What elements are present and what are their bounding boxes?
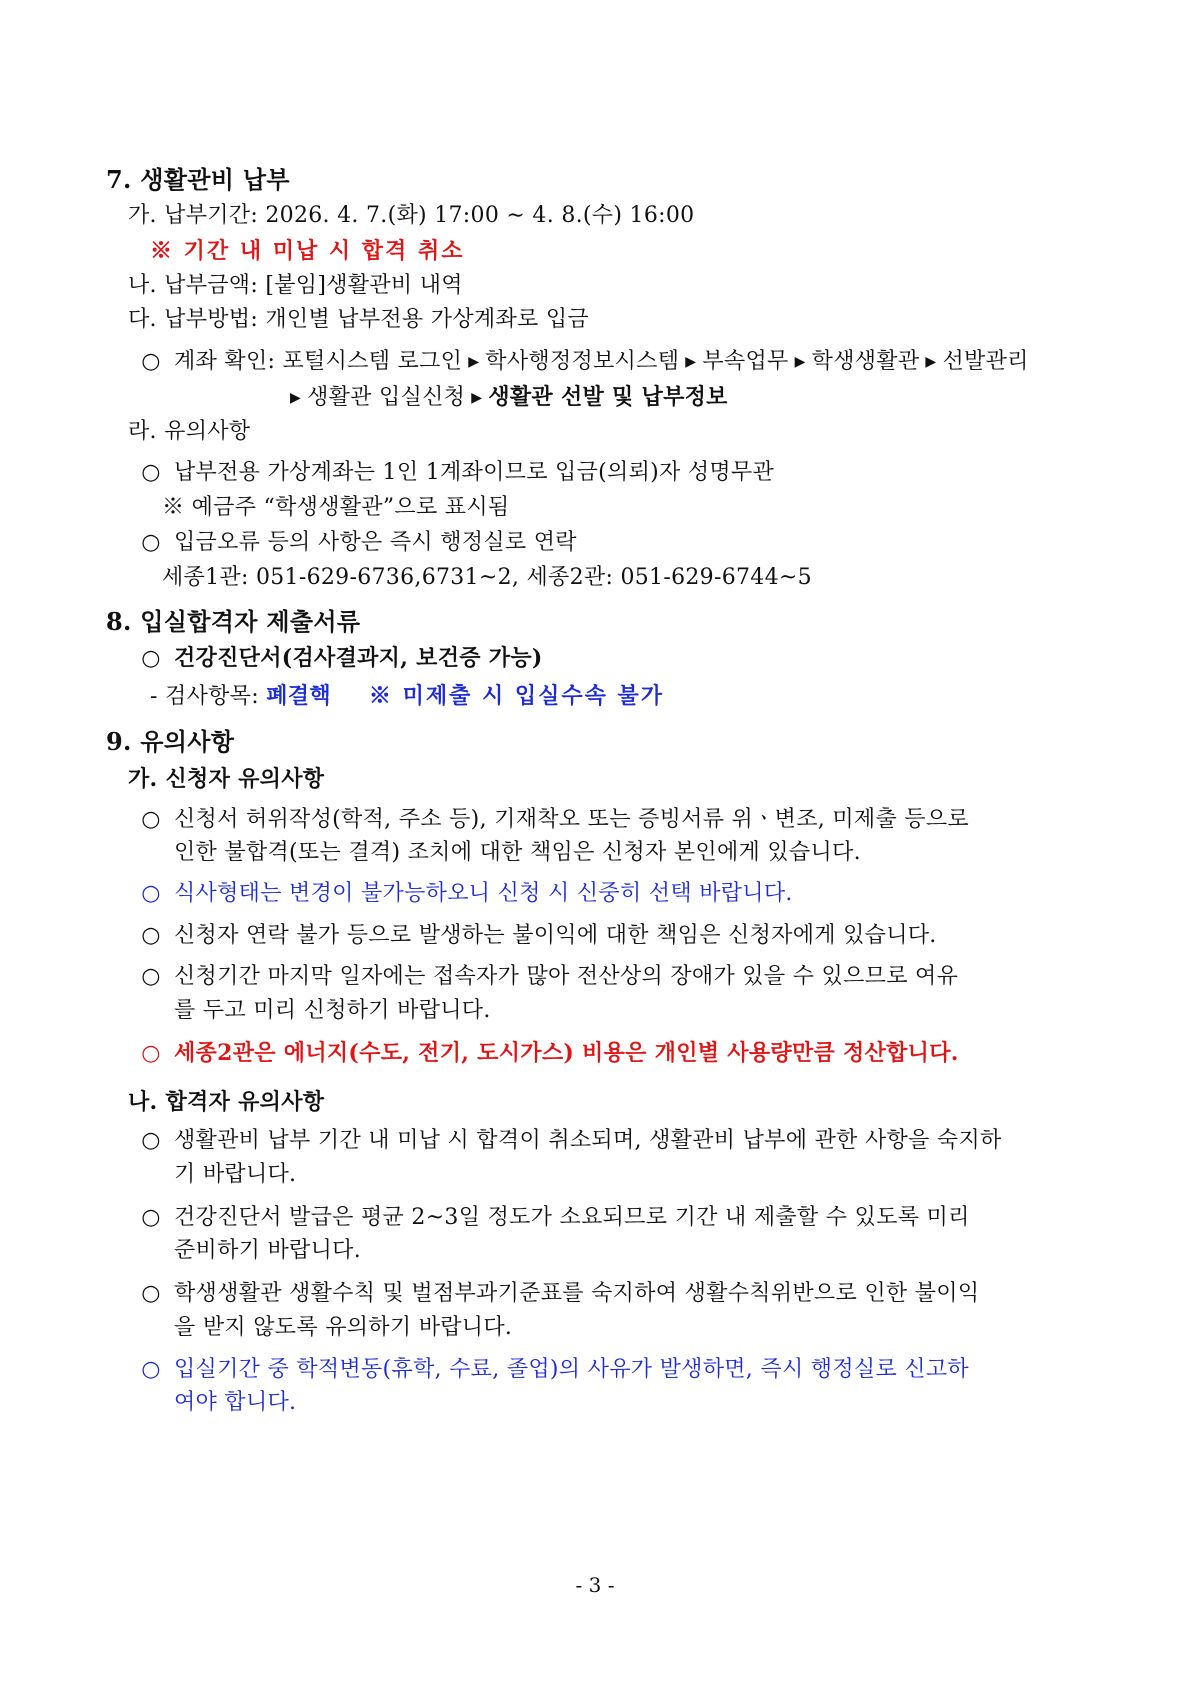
- circle-bullet-icon: ○: [141, 807, 161, 832]
- path-prefix: 계좌 확인: 포털시스템 로그인: [174, 349, 463, 374]
- account-check-path-line2: [284, 382, 728, 413]
- circle-bullet-icon: ○: [141, 1357, 161, 1382]
- test-item-value: 폐결핵: [266, 683, 331, 709]
- triangle-right-icon: ▶: [471, 390, 483, 406]
- page-number: - 3 -: [575, 1573, 615, 1597]
- account-check-path-line1: [140, 347, 1029, 377]
- circle-bullet-icon: ○: [141, 530, 161, 555]
- payment-period: 가. 납부기간: 2026. 4. 7.(화) 17:00 ∼ 4. 8.(수) 16:00: [128, 203, 695, 228]
- triangle-right-icon: ▶: [925, 354, 937, 370]
- accepted-note-4-line1: 입실기간 중 학적변동(휴학, 수료, 졸업)의 사유가 발생하면, 즉시 행정실로 신고하: [174, 1357, 969, 1382]
- accepted-note-3-line2: 을 받지 않도록 유의하기 바랍니다.: [174, 1315, 513, 1340]
- test-item-warning: ※ 미제출 시 입실수속 불가: [368, 683, 665, 709]
- applicant-note-4: [140, 962, 958, 992]
- accepted-notes-label: 나. 합격자 유의사항: [128, 1089, 325, 1115]
- applicant-note-1: [140, 805, 969, 835]
- section-7-heading: 7. 생활관비 납부: [106, 165, 290, 194]
- note-account-holder: ※ 예금주 “학생생활관”으로 표시됨: [162, 495, 510, 520]
- notes-label: 라. 유의사항: [128, 419, 251, 444]
- payment-period-warning: ※ 기간 내 미납 시 합격 취소: [150, 238, 465, 264]
- accepted-note-2-line1: 건강진단서 발급은 평균 2~3일 정도가 소요되므로 기간 내 제출할 수 있도록 미리: [174, 1205, 970, 1230]
- circle-bullet-icon: ○: [141, 646, 161, 671]
- accepted-note-1-line2: 기 바랍니다.: [174, 1162, 297, 1187]
- path-step-6: 생활관 선발 및 납부정보: [488, 384, 728, 410]
- applicant-notes-label: 가. 신청자 유의사항: [128, 766, 325, 792]
- circle-bullet-icon: ○: [141, 923, 161, 948]
- section-8-heading: 8. 입실합격자 제출서류: [106, 607, 361, 636]
- circle-bullet-icon: ○: [141, 1281, 161, 1306]
- circle-bullet-icon: ○: [141, 1205, 161, 1230]
- accepted-note-1: [140, 1126, 1002, 1156]
- triangle-right-icon: ▶: [468, 354, 480, 370]
- health-certificate-text: 건강진단서(검사결과지, 보건증 가능): [174, 645, 543, 671]
- applicant-note-4-line1: 신청기간 마지막 일자에는 접속자가 많아 전산상의 장애가 있을 수 있으므로 여유: [174, 964, 959, 989]
- payment-method: 다. 납부방법: 개인별 납부전용 가상계좌로 입금: [128, 307, 589, 332]
- path-step-1: 학사행정정보시스템: [485, 349, 680, 374]
- circle-bullet-icon: ○: [141, 964, 161, 989]
- applicant-note-3-text: 신청자 연락 불가 등으로 발생하는 불이익에 대한 책임은 신청자에게 있습니다.: [174, 923, 937, 948]
- note-virtual-account-text: 납부전용 가상계좌는 1인 1계좌이므로 입금(의뢰)자 성명무관: [174, 460, 775, 485]
- accepted-note-1-line1: 생활관비 납부 기간 내 미납 시 합격이 취소되며, 생활관비 납부에 관한 사항을 숙지하: [174, 1128, 1002, 1153]
- accepted-note-4: [140, 1355, 969, 1385]
- path-step-3: 학생생활관: [811, 349, 920, 374]
- section-9-heading: 9. 유의사항: [106, 727, 235, 756]
- circle-bullet-icon: ○: [141, 460, 161, 485]
- applicant-note-1-line2: 인한 불합격(또는 결격) 조치에 대한 책임은 신청자 본인에게 있습니다.: [174, 840, 861, 865]
- applicant-note-4-line2: 를 두고 미리 신청하기 바랍니다.: [174, 998, 491, 1023]
- accepted-note-3: [140, 1279, 979, 1309]
- payment-amount: 나. 납부금액: [붙임]생활관비 내역: [128, 273, 463, 298]
- circle-bullet-icon: ○: [141, 1128, 161, 1153]
- note-deposit-error: [140, 528, 577, 558]
- path-step-5: 생활관 입실신청: [307, 385, 466, 410]
- applicant-note-5-text: 세종2관은 에너지(수도, 전기, 도시가스) 비용은 개인별 사용량만큼 정산합니다.: [174, 1040, 959, 1066]
- accepted-note-2-line2: 준비하기 바랍니다.: [174, 1238, 362, 1263]
- test-items-label: - 검사항목:: [150, 684, 267, 709]
- note-deposit-error-text: 입금오류 등의 사항은 즉시 행정실로 연락: [174, 530, 577, 555]
- applicant-note-3: [140, 921, 937, 951]
- circle-bullet-icon: ○: [141, 1040, 161, 1066]
- office-phone-numbers: 세종1관: 051-629-6736,6731~2, 세종2관: 051-629-6744~5: [162, 565, 812, 590]
- triangle-right-icon: ▶: [685, 354, 697, 370]
- path-step-4: 선발관리: [942, 349, 1029, 374]
- circle-bullet-icon: ○: [141, 349, 161, 374]
- accepted-note-4-line2: 여야 합니다.: [174, 1390, 297, 1415]
- triangle-right-icon: ▶: [794, 354, 806, 370]
- circle-bullet-icon: ○: [141, 881, 161, 906]
- test-items-line: [150, 681, 664, 712]
- applicant-note-2-text: 식사형태는 변경이 불가능하오니 신청 시 신중히 선택 바랍니다.: [174, 881, 793, 906]
- applicant-note-2: [140, 879, 793, 909]
- applicant-note-5: [140, 1038, 959, 1068]
- accepted-note-3-line1: 학생생활관 생활수칙 및 벌점부과기준표를 숙지하여 생활수칙위반으로 인한 불이익: [174, 1281, 980, 1306]
- applicant-note-1-line1: 신청서 허위작성(학적, 주소 등), 기재착오 또는 증빙서류 위ㆍ변조, 미제출 등으로: [174, 807, 969, 832]
- accepted-note-2: [140, 1203, 970, 1233]
- path-step-2: 부속업무: [702, 349, 789, 374]
- health-certificate-item: [140, 643, 543, 674]
- triangle-right-icon: ▶: [290, 390, 302, 406]
- note-virtual-account: [140, 458, 774, 488]
